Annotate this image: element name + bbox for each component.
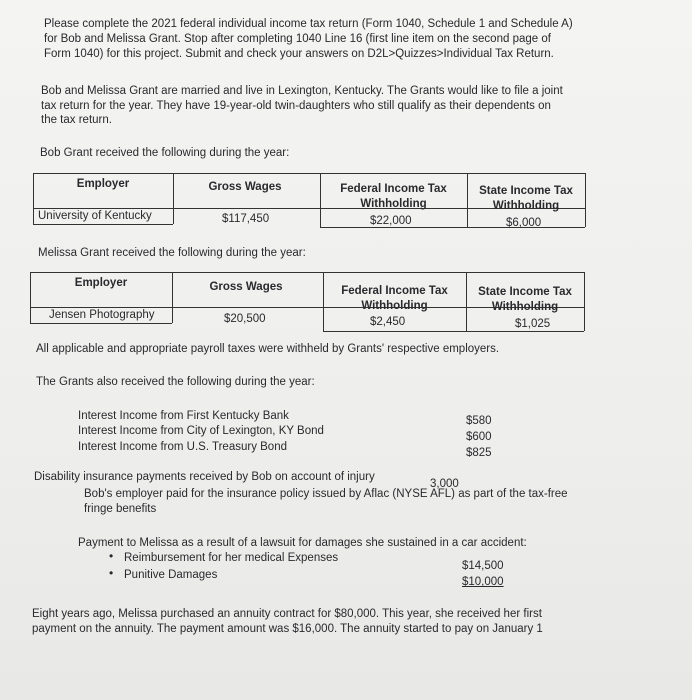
bob-header-state-2: Withholding xyxy=(492,200,560,212)
annuity-line-2: payment on the annuity. The payment amount was $16,000. The annuity started to pay on January 1 xyxy=(32,623,543,635)
melissa-header-federal-2: Withholding xyxy=(361,300,428,312)
interest-amount: $825 xyxy=(466,447,492,459)
interest-label: Interest Income from First Kentucky Bank xyxy=(78,410,289,422)
bob-employer: University of Kentucky xyxy=(38,210,152,222)
intro-line-1: Please complete the 2021 federal individual income tax return (Form 1040, Schedule 1 and Schedule A) xyxy=(44,18,573,30)
melissa-header-employer: Employer xyxy=(74,277,128,289)
lawsuit-item-label: Punitive Damages xyxy=(124,569,218,581)
background-line-3: the tax return. xyxy=(41,114,112,126)
melissa-federal-withholding: $2,450 xyxy=(370,316,406,328)
melissa-header-state-2: Withholding xyxy=(491,301,559,313)
melissa-employer: Jensen Photography xyxy=(49,309,155,321)
background-line-1: Bob and Melissa Grant are married and live in Lexington, Kentucky. The Grants would like to file a joint xyxy=(41,85,563,97)
lawsuit-item-amount: $14,500 xyxy=(462,560,504,572)
bob-gross-wages: $117,450 xyxy=(222,213,270,225)
bullet-icon: • xyxy=(109,549,114,563)
bob-header-gross-wages: Gross Wages xyxy=(208,181,282,193)
melissa-heading: Melissa Grant received the following during the year: xyxy=(38,247,306,259)
interest-amount: $580 xyxy=(466,415,492,427)
melissa-gross-wages: $20,500 xyxy=(224,313,266,325)
lawsuit-item-amount: $10,000 xyxy=(462,576,504,588)
background-line-2: tax return for the year. They have 19-year-old twin-daughters who still qualify as their dependents on xyxy=(41,100,551,112)
melissa-header-gross-wages: Gross Wages xyxy=(209,281,283,293)
disability-note-line-1: Bob's employer paid for the insurance policy issued by Aflac (NYSE AFL) as part of the tax-free xyxy=(84,488,568,500)
annuity-line-1: Eight years ago, Melissa purchased an annuity contract for $80,000. This year, she received her first xyxy=(32,608,542,620)
also-received-heading: The Grants also received the following during the year: xyxy=(36,376,315,388)
bob-header-federal-1: Federal Income Tax xyxy=(340,183,447,195)
bob-header-state-1: State Income Tax xyxy=(479,185,573,197)
bob-header-employer: Employer xyxy=(76,178,130,190)
interest-amount: $600 xyxy=(466,431,492,443)
bullet-icon: • xyxy=(109,566,114,580)
bob-federal-withholding: $22,000 xyxy=(370,215,412,227)
melissa-header-federal-1: Federal Income Tax xyxy=(341,285,448,297)
bob-heading: Bob Grant received the following during the year: xyxy=(40,147,290,159)
interest-label: Interest Income from City of Lexington, KY Bond xyxy=(78,425,324,437)
lawsuit-item-label: Reimbursement for her medical Expenses xyxy=(124,552,339,564)
intro-line-2: for Bob and Melissa Grant. Stop after completing 1040 Line 16 (first line item on the second page of xyxy=(44,33,551,45)
disability-label: Disability insurance payments received by Bob on account of injury xyxy=(34,471,375,483)
disability-note-line-2: fringe benefits xyxy=(84,503,157,515)
interest-label: Interest Income from U.S. Treasury Bond xyxy=(78,441,287,453)
disability-amount: 3,000 xyxy=(430,478,459,490)
lawsuit-heading: Payment to Melissa as a result of a lawsuit for damages she sustained in a car accident: xyxy=(78,537,527,549)
bob-state-withholding: $6,000 xyxy=(506,217,542,229)
melissa-state-withholding: $1,025 xyxy=(515,318,551,330)
melissa-header-state-1: State Income Tax xyxy=(478,286,572,298)
bob-header-federal-2: Withholding xyxy=(360,198,427,210)
intro-line-3: Form 1040) for this project. Submit and check your answers on D2L>Quizzes>Individual Tax Return. xyxy=(44,48,554,60)
payroll-note: All applicable and appropriate payroll taxes were withheld by Grants' respective employers. xyxy=(36,343,500,355)
